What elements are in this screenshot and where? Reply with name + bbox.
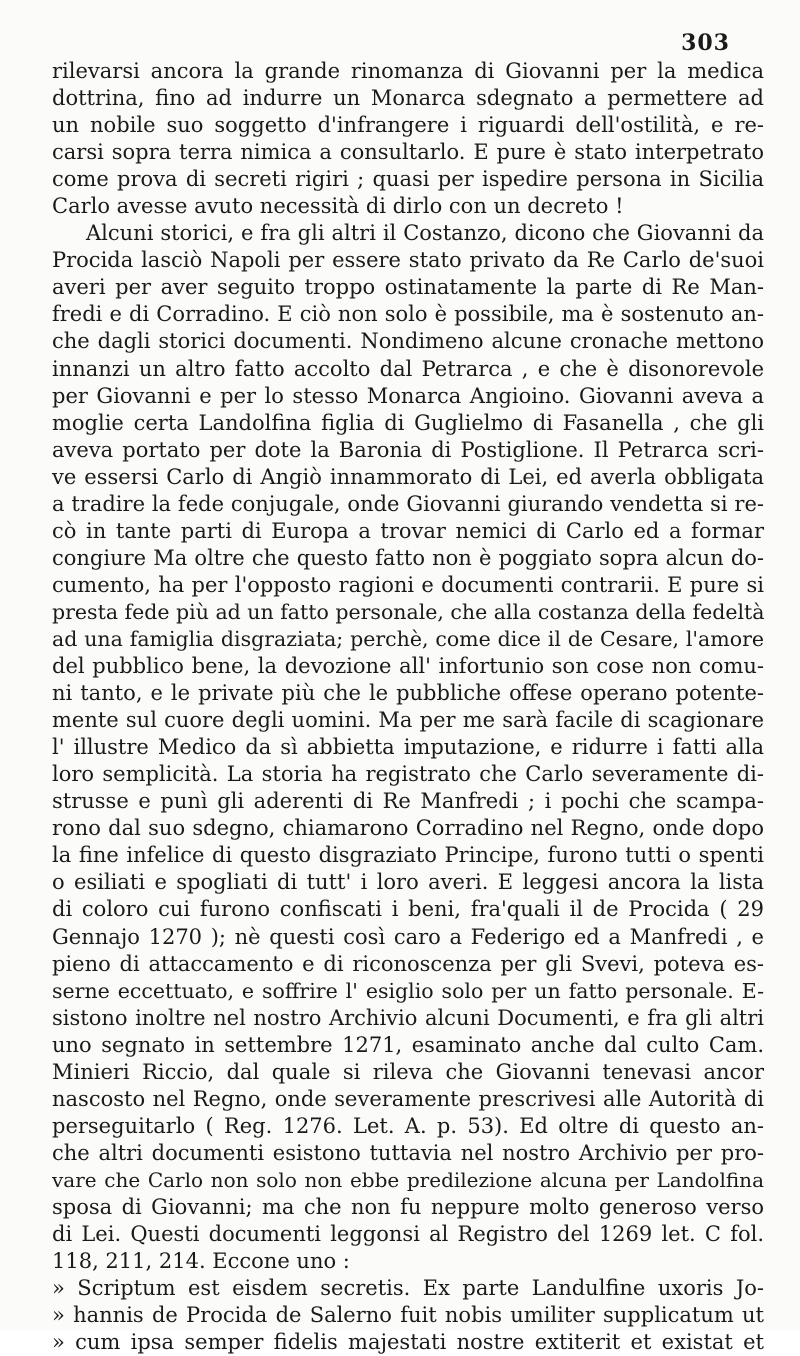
text-line: un nobile suo soggetto d'infrangere i riguardi dell'ostilità, e re-	[52, 113, 764, 138]
text-line: Gennajo 1270 ); nè questi così caro a Federigo ed a Manfredi , e	[52, 924, 764, 949]
text-line: perseguitarlo ( Reg. 1276. Let. A. p. 53). Ed oltre di questo an-	[52, 1113, 764, 1138]
text-line: o esiliati e spogliati di tutt' i loro averi. E leggesi ancora la lista	[52, 870, 764, 895]
text-line: Carlo avesse avuto necessità di dirlo con un decreto !	[52, 194, 624, 219]
text-line: innanzi un altro fatto accolto dal Petrarca , e che è disonorevole	[52, 356, 764, 381]
text-line: cumento, ha per l'opposto ragioni e documenti contrarii. E pure si	[52, 572, 764, 597]
text-line: presta fede più ad un fatto personale, che alla costanza della fedeltà	[52, 599, 765, 624]
text-line: uno segnato in settembre 1271, esaminato anche dal culto Cam.	[52, 1032, 764, 1057]
text-line: l' illustre Medico da sì abbietta imputazione, e ridurre i fatti alla	[52, 735, 764, 760]
text-line: vare che Carlo non solo non ebbe predilezione alcuna per Landolfina	[52, 1167, 764, 1192]
text-line: dottrina, fino ad indurre un Monarca sdegnato a permettere ad	[52, 86, 764, 111]
text-line: averi per aver seguito troppo ostinatamente la parte di Re Man-	[52, 275, 764, 300]
text-line: sposa di Giovanni; ma che non fu neppure molto generoso verso	[52, 1194, 764, 1219]
quote-line: » cum ipsa semper fidelis majestati nostre extiterit et existat et	[52, 1330, 764, 1355]
body-text	[52, 58, 764, 1356]
text-line: di coloro cui furono confiscati i beni, fra'quali il de Procida ( 29	[52, 897, 764, 922]
text-line: fredi e di Corradino. E ciò non solo è possibile, ma è sostenuto an-	[52, 302, 764, 327]
text-line: cò in tante parti di Europa a trovar nemici di Carlo ed a formar	[52, 518, 764, 543]
text-line: serne eccettuato, e soffrire l' esiglio solo per un fatto personale. E-	[52, 978, 764, 1003]
text-line: ad una famiglia disgraziata; perchè, come dice il de Cesare, l'amore	[52, 626, 764, 651]
paragraph-start-line: Alcuni storici, e fra gli altri il Costanzo, dicono che Giovanni da	[86, 221, 764, 246]
text-line: che altri documenti esistono tuttavia nel nostro Archivio per pro-	[52, 1140, 764, 1165]
text-line: 118, 211, 214. Eccone uno :	[52, 1249, 350, 1274]
text-line: di Lei. Questi documenti leggonsi al Registro del 1269 let. C fol.	[52, 1222, 764, 1247]
text-line: per Giovanni e per lo stesso Monarca Angioino. Giovanni aveva a	[52, 383, 764, 408]
text-line: ni tanto, e le private più che le pubbliche offese operano potente-	[52, 681, 764, 706]
text-line: moglie certa Landolfina figlia di Guglielmo di Fasanella , che gli	[52, 410, 764, 435]
text-line: Minieri Riccio, dal quale si rileva che Giovanni tenevasi ancor	[52, 1059, 764, 1084]
quote-line: » Scriptum est eisdem secretis. Ex parte Landulfine uxoris Jo-	[52, 1276, 764, 1301]
quote-line: » hannis de Procida de Salerno fuit nobis umiliter supplicatum ut	[52, 1303, 764, 1328]
text-line: ve essersi Carlo di Angiò innammorato di Lei, ed averla obbligata	[52, 464, 764, 489]
text-line: rilevarsi ancora la grande rinomanza di Giovanni per la medica	[52, 59, 764, 83]
text-line: a tradire la fede conjugale, onde Giovanni giurando vendetta si re-	[52, 491, 764, 516]
text-line: aveva portato per dote la Baronia di Postiglione. Il Petrarca scri-	[52, 437, 764, 462]
text-line: rono dal suo sdegno, chiamarono Corradino nel Regno, onde dopo	[52, 816, 764, 841]
text-line: mente sul cuore degli uomini. Ma per me sarà facile di scagionare	[52, 708, 764, 733]
text-line: la fine infelice di questo disgraziato Principe, furono tutti o spenti	[52, 843, 764, 868]
text-line: come prova di secreti rigiri ; quasi per ispedire persona in Sicilia	[52, 167, 764, 192]
text-line: sistono inoltre nel nostro Archivio alcuni Documenti, e fra gli altri	[52, 1005, 764, 1030]
text-line: che dagli storici documenti. Nondimeno alcune cronache mettono	[52, 329, 764, 354]
text-line: del pubblico bene, la devozione all' infortunio son cose non comu-	[52, 654, 764, 679]
text-line: nascosto nel Regno, onde severamente prescrivesi alle Autorità di	[52, 1086, 764, 1111]
text-line: pieno di attaccamento e di riconoscenza per gli Svevi, poteva es-	[52, 951, 764, 976]
page-number: 303	[681, 30, 730, 56]
text-line: carsi sopra terra nimica a consultarlo. E pure è stato interpetrato	[52, 140, 764, 165]
text-line: loro semplicità. La storia ha registrato che Carlo severamente di-	[52, 762, 764, 787]
text-line: strusse e punì gli aderenti di Re Manfredi ; i pochi che scampa-	[52, 789, 764, 814]
text-line: Procida lasciò Napoli per essere stato privato da Re Carlo de'suoi	[52, 248, 764, 273]
text-line: congiure Ma oltre che questo fatto non è poggiato sopra alcun do-	[52, 545, 764, 570]
